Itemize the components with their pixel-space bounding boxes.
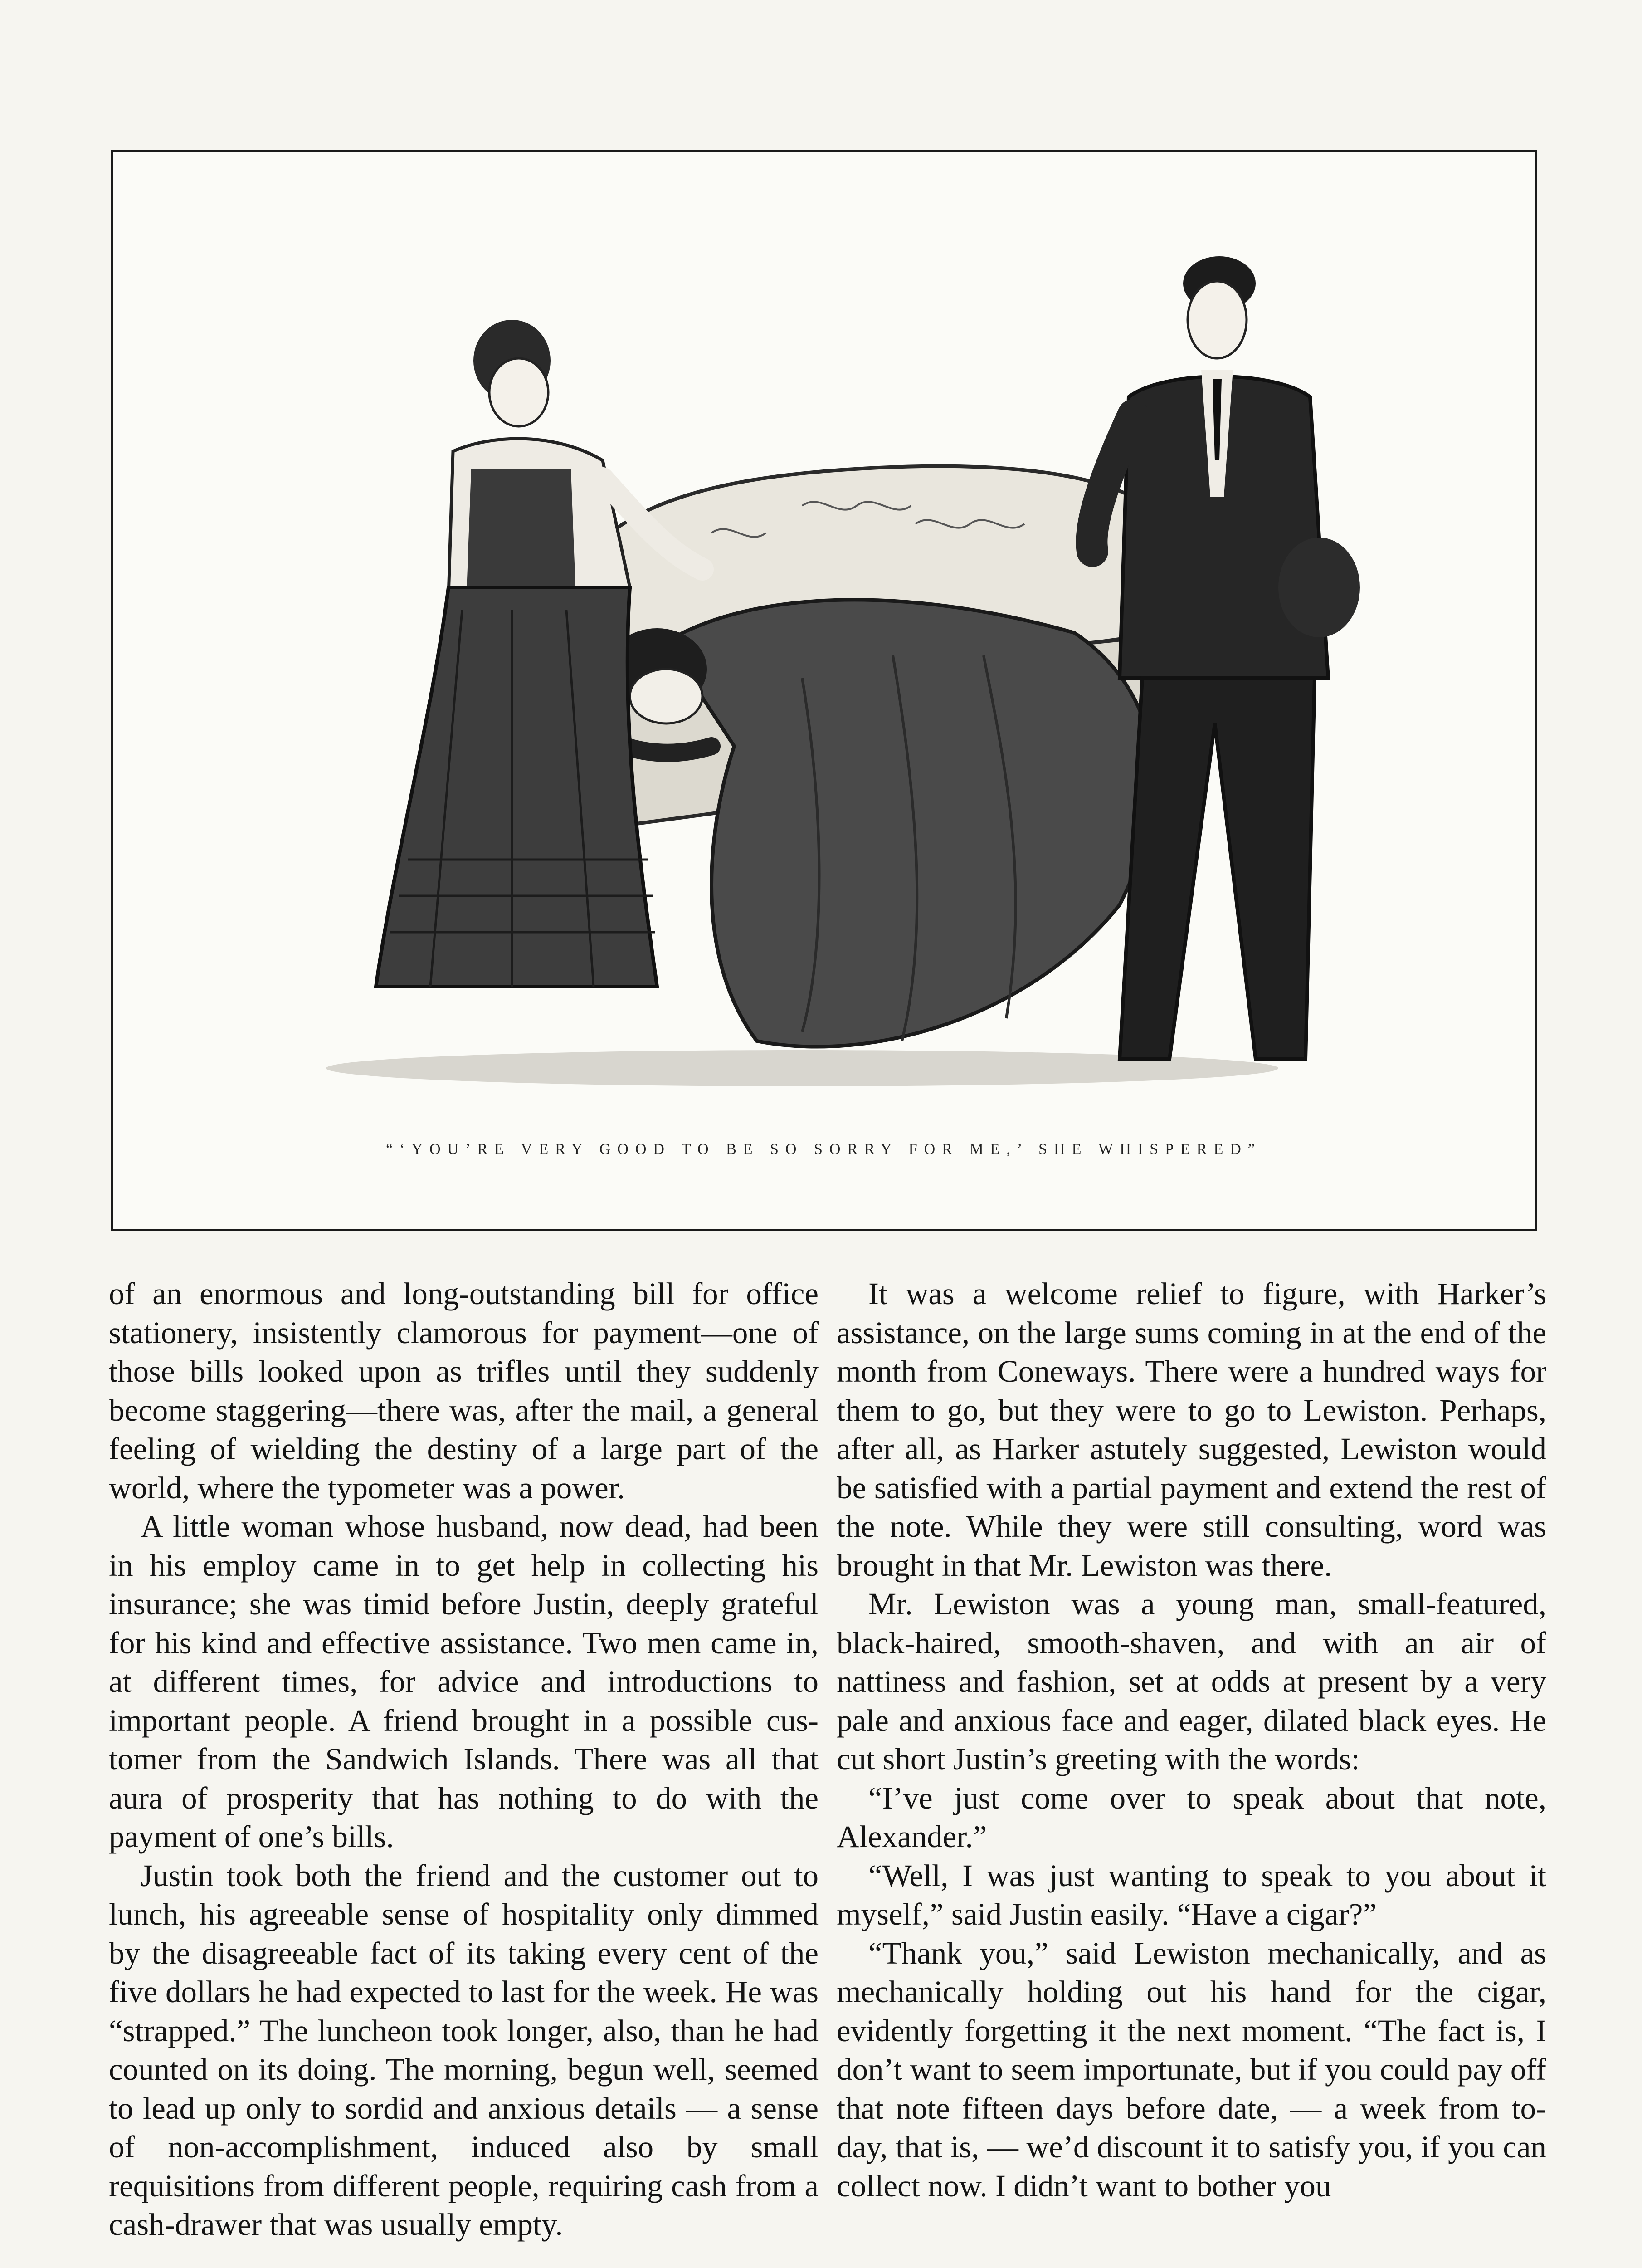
man-hat	[1278, 538, 1360, 637]
standing-woman-skirt	[376, 587, 657, 987]
illustration-drawing	[258, 179, 1392, 1095]
man-trousers	[1120, 678, 1315, 1059]
reclining-woman-face	[630, 669, 702, 723]
paragraph: “Well, I was just wanting to speak to you about it myself,” said Justin easily. “Have a cigar?”	[837, 1858, 1546, 1931]
paragraph: “I’ve just come over to speak about that note, Alexander.”	[837, 1780, 1546, 1854]
paragraph: Mr. Lewiston was a young man, small-featured, black-haired, smooth-shaven, and with an air of nattiness and fashion, set at odds at present by a very pale and anxious face and eager, dilated black eyes. He cut short Justin’s greeting with the words:	[837, 1587, 1546, 1776]
left-column	[109, 1275, 819, 2244]
paragraph: of an enormous and long-outstanding bill for office stationery, insistently clamorous for payment—one of those bills looked upon as trifles until they suddenly become staggering—there was, after the mail, a general feeling of wielding the destiny of a large part of the world, where the typometer was a power.	[109, 1276, 819, 1505]
illustration-caption: “‘YOU’RE VERY GOOD TO BE SO SORRY FOR ME,’ SHE WHISPERED”	[386, 1141, 1262, 1158]
standing-woman-bodice	[467, 469, 575, 592]
paragraph: “Thank you,” said Lewiston mechanically, and as mechanically holding out his hand for the cigar, evidently forgetting it the next moment. “The fact is, I don’t want to seem importunate, but if you could pay off that note fifteen days before date, — a week from to-day, that is, — we’d discount it to satisfy you, if you can collect now. I didn’t want to bother you	[837, 1936, 1546, 2203]
right-column	[837, 1275, 1546, 2205]
reclining-woman-dress	[666, 600, 1153, 1046]
paragraph: Justin took both the friend and the customer out to lunch, his agreeable sense of hospitality only dimmed by the disagreeable fact of its taking every cent of the five dollars he had expected to last for the week. He was “strapped.” The luncheon took longer, also, than he had counted on its doing. The morning, begun well, seemed to lead up only to sordid and anxious details — a sense of non-accomplishment, induced also by small requisitions from different people, requiring cash from a cash-drawer that was usually empty.	[109, 1858, 819, 2242]
paragraph: A little woman whose husband, now dead, had been in his employ came in to get help in collecting his insurance; she was timid before Justin, deeply grateful for his kind and effective assistance. Two men came in, at different times, for advice and introductions to important people. A friend brought in a possible customer from the Sandwich Islands. There was all that aura of prosperity that has nothing to do with the payment of one’s bills.	[109, 1509, 819, 1854]
standing-woman-face	[489, 358, 548, 426]
illustration-frame	[111, 150, 1537, 1231]
paragraph: It was a welcome relief to figure, with Harker’s assistance, on the large sums coming in at the end of the month from Coneways. There were a hundred ways for them to go, but they were to go to Lewiston. Perhaps, after all, as Harker astutely suggested, Lewiston would be satisfied with a partial payment and extend the rest of the note. While they were still consulting, word was brought in that Mr. Lewiston was there.	[837, 1276, 1546, 1583]
man-face	[1188, 281, 1247, 358]
